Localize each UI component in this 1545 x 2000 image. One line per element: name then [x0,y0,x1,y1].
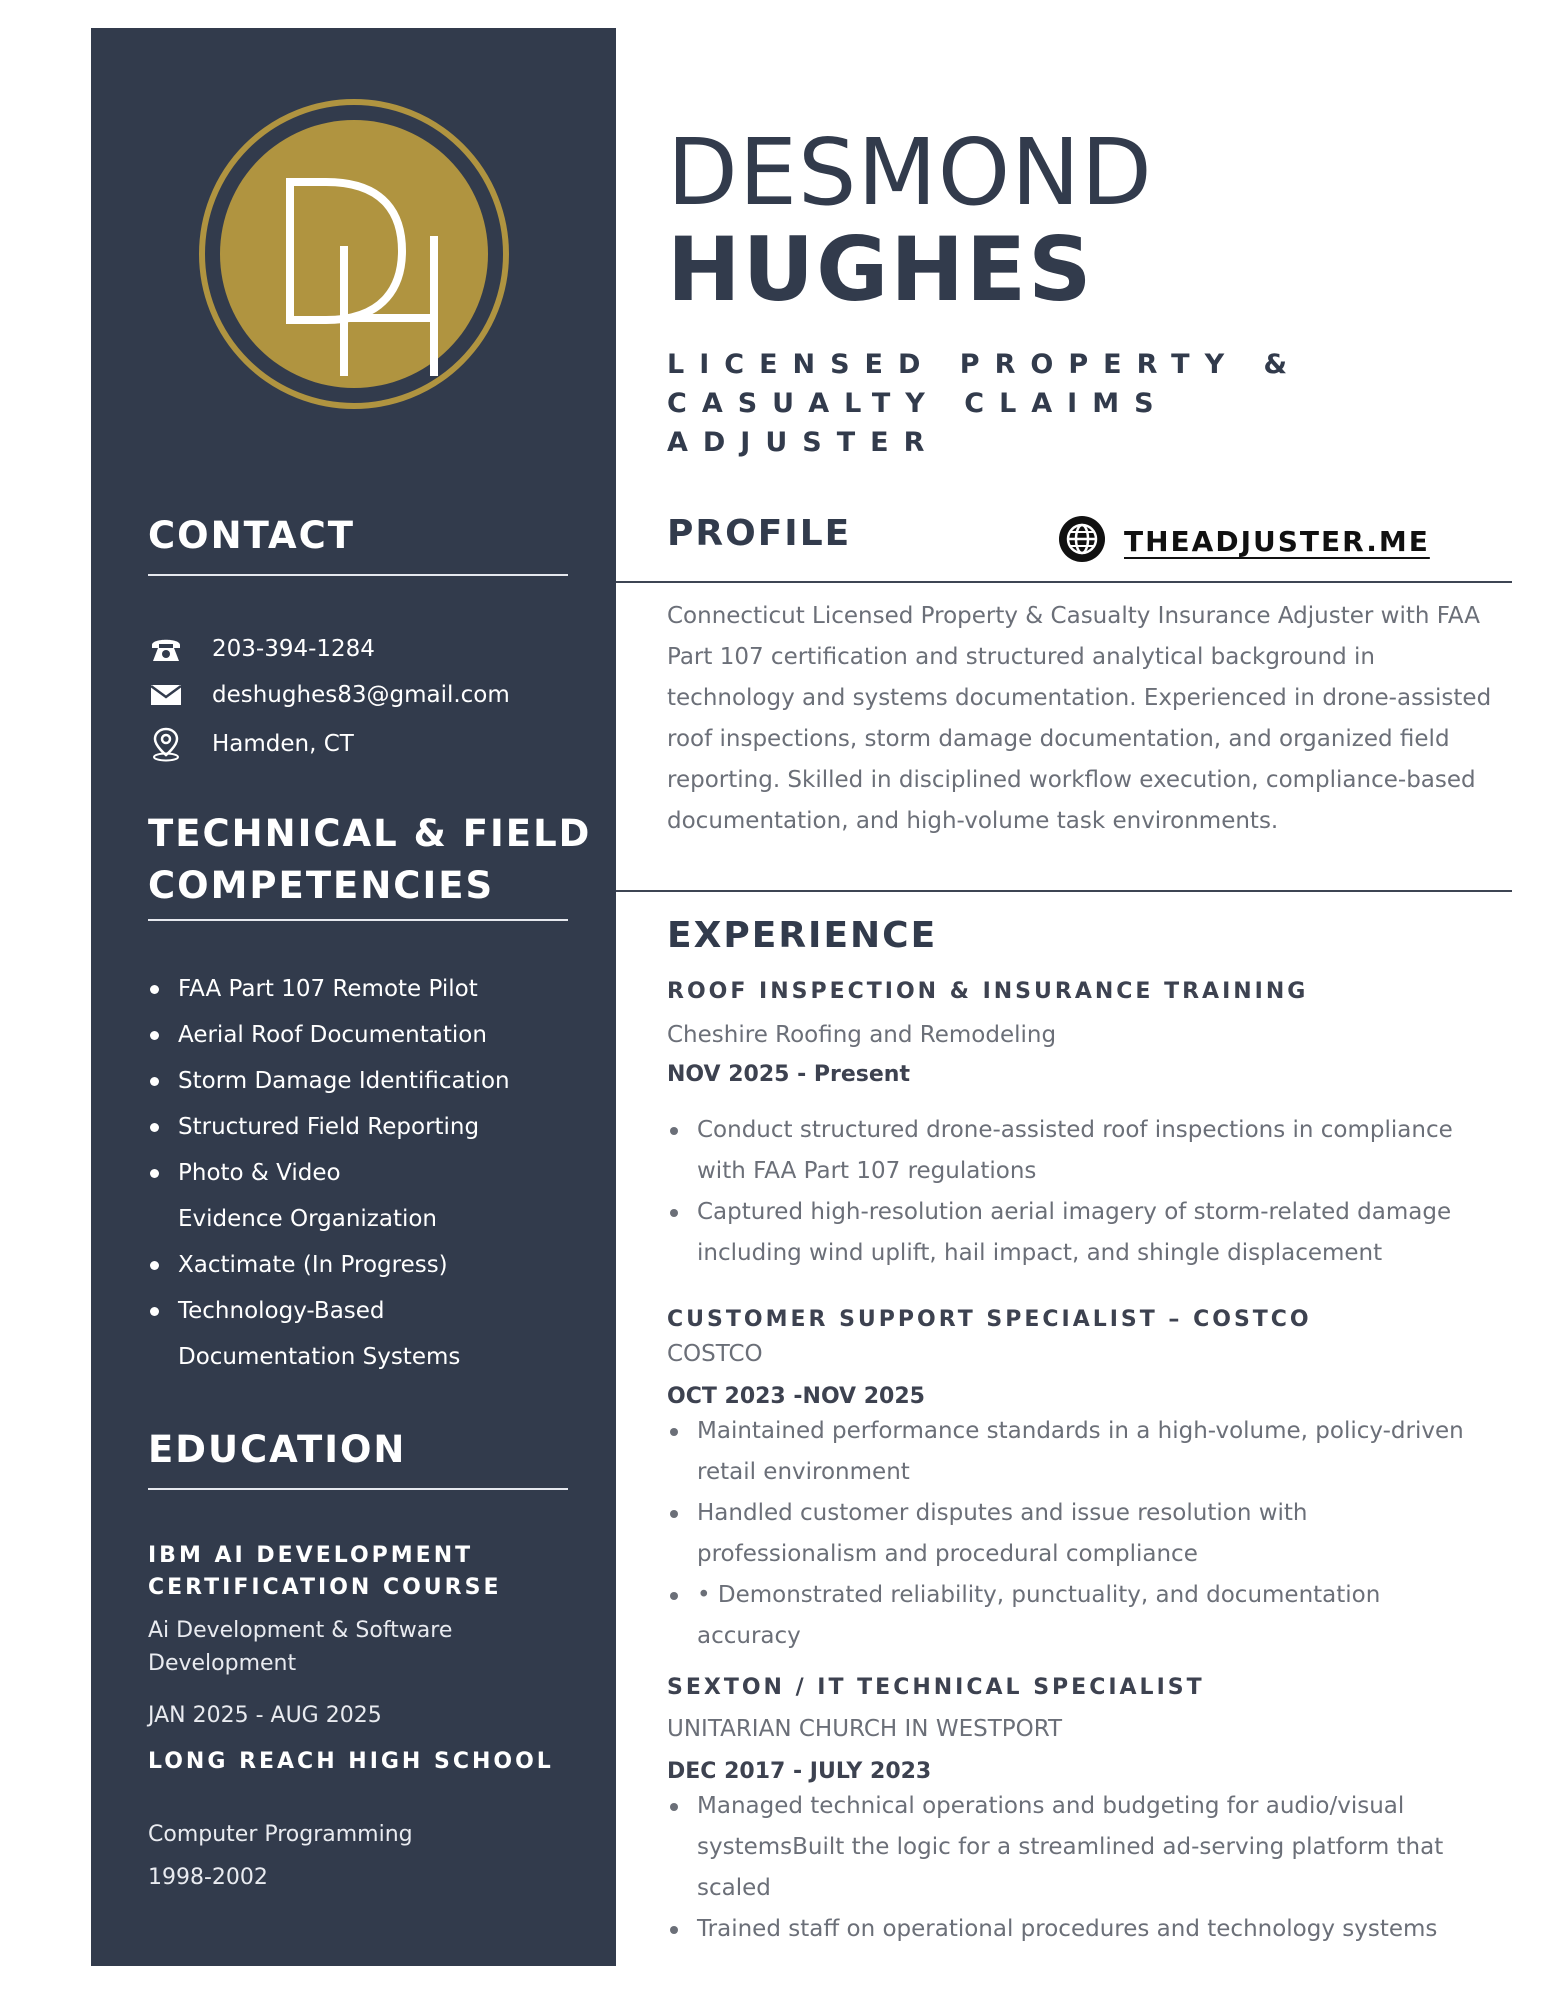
job-2-bullets [667,1411,1467,1657]
job-3-bullets [667,1786,1502,1950]
education-title: IBM AI DEVELOPMENT CERTIFICATION COURSE [148,1543,502,1600]
education-title: LONG REACH HIGH SCHOOL [148,1749,554,1774]
list-item: Structured Field Reporting [148,1104,568,1150]
sidebar [91,28,616,1966]
education-field: Ai Development & Software Development [148,1618,453,1676]
list-item: • Demonstrated reliability, punctuality, and documentation accuracy [667,1575,1467,1657]
competencies-heading-line1: TECHNICAL & FIELD [148,812,592,855]
job-1-bullets [667,1110,1502,1274]
competencies-divider [148,919,568,921]
contact-location [148,726,354,762]
list-item: Handled customer disputes and issue resolution with professionalism and procedural compliance [667,1493,1467,1575]
profile-divider-top [616,581,1512,583]
list-item: Storm Damage Identification [148,1058,568,1104]
education-heading: EDUCATION [148,1428,407,1471]
education-divider [148,1488,568,1490]
list-item: FAA Part 107 Remote Pilot [148,966,568,1012]
job-title: LICENSED PROPERTY & CASUALTY CLAIMS ADJUSTER [667,349,1303,458]
company-2: COSTCO [667,1341,763,1367]
list-item: Technology-Based Documentation Systems [148,1288,478,1380]
list-item: Trained staff on operational procedures and technology systems [667,1909,1502,1950]
competencies-heading [148,808,591,912]
list-item: Maintained performance standards in a high-volume, policy-driven retail environment [667,1411,1467,1493]
contact-heading: CONTACT [148,514,355,557]
competencies-list [148,966,568,1380]
website-link[interactable]: THEADJUSTER.ME [1124,525,1430,558]
dates-3: DEC 2017 - JULY 2023 [667,1759,932,1784]
contact-email [148,677,510,713]
experience-heading: EXPERIENCE [667,915,938,956]
job-title-3: SEXTON / IT TECHNICAL SPECIALIST [667,1675,1205,1700]
monogram-logo [198,98,510,410]
profile-heading: PROFILE [667,513,852,554]
phone-icon [148,631,184,667]
location-text: Hamden, CT [212,731,354,757]
mail-icon [148,677,184,713]
contact-divider [148,574,568,576]
competencies-heading-line2: COMPETENCIES [148,864,495,907]
company-3: UNITARIAN CHURCH IN WESTPORT [667,1716,1063,1742]
dates-1: NOV 2025 - Present [667,1062,910,1087]
education-field: Computer Programming [148,1822,413,1847]
list-item: Captured high-resolution aerial imagery of storm-related damage including wind uplift, hail impact, and shingle displacement [667,1192,1502,1274]
job-title-1: ROOF INSPECTION & INSURANCE TRAINING [667,979,1309,1004]
list-item: Aerial Roof Documentation [148,1012,568,1058]
company-1: Cheshire Roofing and Remodeling [667,1022,1057,1048]
job-title-2: CUSTOMER SUPPORT SPECIALIST – COSTCO [667,1307,1312,1332]
dates-2: OCT 2023 -NOV 2025 [667,1384,925,1409]
education-dates: JAN 2025 - AUG 2025 [148,1703,382,1728]
list-item: Photo & Video Evidence Organization [148,1150,438,1242]
last-name: HUGHES [667,218,1094,321]
list-item: Managed technical operations and budgeting for audio/visual systemsBuilt the logic for a streamlined ad-serving platform that scaled [667,1786,1502,1909]
profile-divider-bottom [616,890,1512,892]
email-address[interactable]: deshughes83@gmail.com [212,682,510,708]
first-name: DESMOND [667,119,1153,226]
education-dates: 1998-2002 [148,1865,268,1890]
contact-phone [148,631,375,667]
phone-number[interactable]: 203-394-1284 [212,636,375,662]
list-item: Xactimate (In Progress) [148,1242,568,1288]
website-link-group[interactable] [1058,515,1430,568]
location-pin-icon [148,726,184,762]
list-item: Conduct structured drone-assisted roof inspections in compliance with FAA Part 107 regulations [667,1110,1502,1192]
globe-icon [1058,515,1106,568]
profile-text: Connecticut Licensed Property & Casualty Insurance Adjuster with FAA Part 107 certification and structured analytical background in technology and systems documentation. Experienced in drone-assisted roof inspections, storm damage documentation, and organized field reporting. Skilled in disciplined workflow execution, compliance-based documentation, and high-volume task environments. [667,603,1492,834]
